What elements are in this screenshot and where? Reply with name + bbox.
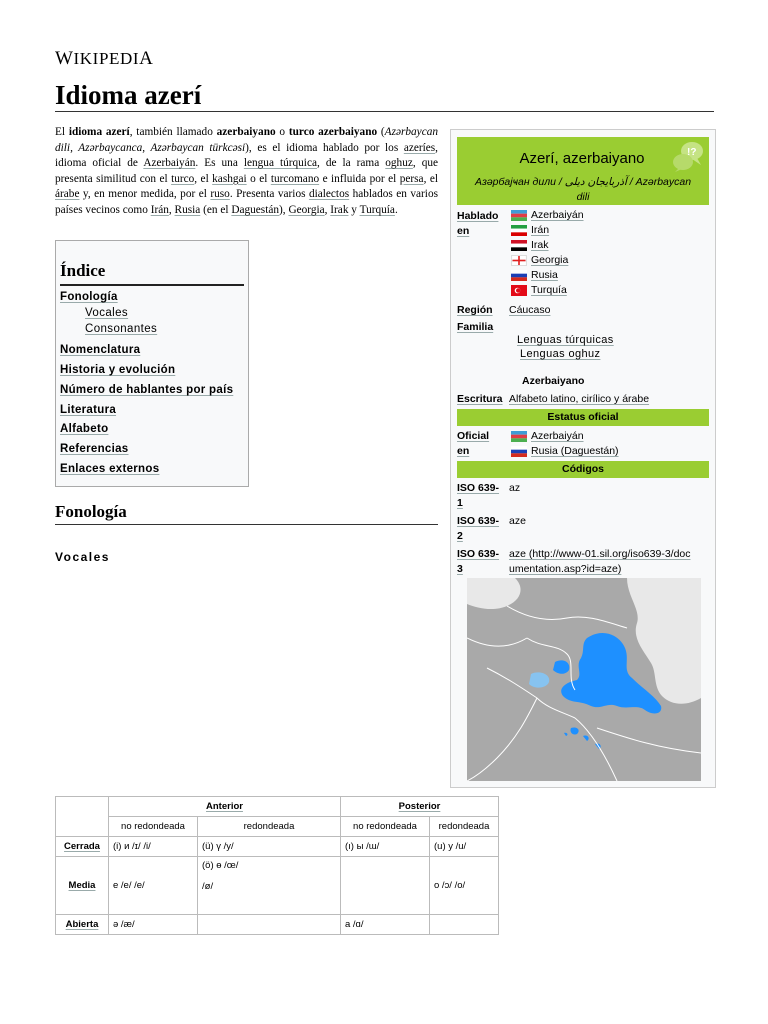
- toc-item-referencias[interactable]: Referencias: [60, 443, 129, 455]
- toc-item-historia[interactable]: Historia y evolución: [60, 364, 176, 376]
- infobox-native-name: Азәрбајҹан дили / آذربایجان دیلی / Azərbaycan dili: [457, 174, 709, 205]
- label-iso-639-3[interactable]: ISO 639- 3: [457, 548, 500, 575]
- section-divider: [55, 524, 438, 525]
- table-cell: (ö) ө /œ/ /ø/: [198, 857, 341, 915]
- subsection-heading-vocales: Vocales: [55, 550, 110, 564]
- table-cell: o /ɔ/ /o/: [430, 857, 499, 915]
- country-iran[interactable]: Irán: [531, 224, 550, 236]
- table-cell: (ü) ү /y/: [198, 837, 341, 857]
- familia-azerbaiyano: Azerbaiyano: [522, 375, 585, 387]
- link-iran[interactable]: Irán: [150, 203, 169, 216]
- toc-item-vocales[interactable]: Vocales: [85, 307, 129, 319]
- familia-lenguas-oghuz[interactable]: Lenguas oghuz: [520, 348, 601, 360]
- iso-639-2-value: aze: [509, 515, 526, 527]
- table-cell: (u) у /u/: [430, 837, 499, 857]
- table-cell: ə /æ/: [109, 915, 198, 935]
- codigos-header: Códigos: [457, 461, 709, 478]
- link-georgia[interactable]: Georgia: [288, 203, 325, 216]
- azerbaijan-flag-icon: [511, 210, 527, 221]
- table-cell: (i) и /ɪ/ /i/: [109, 837, 198, 857]
- section-heading-fonologia: Fonología: [55, 502, 127, 521]
- iran-flag-icon: [511, 225, 527, 236]
- page-title: Idioma azerí: [55, 80, 202, 110]
- toc-item-hablantes[interactable]: Número de hablantes por país: [60, 384, 234, 396]
- label-oficial-en[interactable]: Oficial en: [457, 430, 490, 457]
- vowel-table: [55, 796, 499, 935]
- estatus-oficial-header: Estatus oficial: [457, 409, 709, 426]
- row-label-cerrada[interactable]: Cerrada: [56, 837, 109, 857]
- country-georgia[interactable]: Georgia: [531, 254, 569, 266]
- oficial-rusia-daguestan[interactable]: Rusia (Daguestán): [531, 445, 619, 457]
- country-turquia[interactable]: Turquía: [531, 284, 567, 296]
- iso-639-3-link[interactable]: aze (http://www-01.sil.org/iso639-3/doc umentation.asp?id=aze): [509, 548, 691, 575]
- link-turco[interactable]: turco: [171, 172, 195, 185]
- oficial-azerbaiyan[interactable]: Azerbaiyán: [531, 430, 584, 442]
- country-rusia[interactable]: Rusia: [531, 269, 558, 281]
- georgia-flag-icon: [511, 255, 527, 266]
- speech-bubbles-icon: [671, 140, 705, 172]
- familia-lenguas-turquicas[interactable]: Lenguas túrquicas: [517, 334, 614, 346]
- link-ruso[interactable]: ruso: [210, 188, 230, 201]
- russia-flag-icon: [511, 270, 527, 281]
- label-region[interactable]: Región: [457, 304, 493, 316]
- wikipedia-wordmark[interactable]: WIKIPEDIA: [55, 48, 154, 69]
- table-row: [56, 857, 499, 915]
- link-azerbaiyan[interactable]: Azerbaiyán: [143, 157, 196, 170]
- link-dialectos[interactable]: dialectos: [308, 188, 350, 201]
- link-lengua-turquica[interactable]: lengua túrquica: [243, 157, 317, 170]
- subheader-posterior-redondeada: redondeada: [430, 817, 499, 837]
- header-posterior: Posterior: [341, 797, 499, 817]
- toc-title: Índice: [60, 261, 106, 280]
- toc-item-nomenclatura[interactable]: Nomenclatura: [60, 344, 141, 356]
- table-of-contents: [55, 240, 249, 487]
- table-cell: [430, 915, 499, 935]
- infobox-title-bar: [457, 137, 709, 175]
- table-cell: a /ɑ/: [341, 915, 430, 935]
- link-turquia[interactable]: Turquía: [359, 203, 395, 216]
- table-cell: e /e/ /e/: [109, 857, 198, 915]
- link-kashgai[interactable]: kashgai: [212, 172, 247, 185]
- label-hablado-en[interactable]: Hablado en: [457, 210, 499, 237]
- label-escritura[interactable]: Escritura: [457, 393, 503, 405]
- label-iso-639-1[interactable]: ISO 639- 1: [457, 482, 500, 509]
- iso-639-1-value: az: [509, 482, 521, 494]
- iraq-flag-icon: [511, 240, 527, 251]
- link-arabe[interactable]: árabe: [55, 188, 80, 201]
- country-azerbaiyan[interactable]: Azerbaiyán: [531, 209, 584, 221]
- table-cell: [341, 857, 430, 915]
- row-label-media[interactable]: Media: [56, 857, 109, 915]
- toc-item-alfabeto[interactable]: Alfabeto: [60, 423, 109, 435]
- turkey-flag-icon: [511, 285, 527, 296]
- toc-item-consonantes[interactable]: Consonantes: [85, 323, 158, 335]
- table-cell: (ı) ы /ɯ/: [341, 837, 430, 857]
- link-irak[interactable]: Irak: [330, 203, 349, 216]
- intro-paragraph: El idioma azerí, también llamado azerbaiyano o turco azerbaiyano (Azərbaycan dili, Azərbaycanca, Azərbaycan türkcəsi), es el idioma hablado por los azeríes, idioma oficial de Azerbaiyán. Es una lengua túrquica, de la rama oghuz, que presenta similitud con el turco, el kashgai o el turcomano e influida por el persa, el árabe y, en menor medida, por el ruso. Presenta varios dialectos hablados en varios países vecinos como Irán, Rusia (en el Daguestán), Georgia, Irak y Turquía.: [55, 126, 439, 216]
- label-familia[interactable]: Familia: [457, 321, 494, 333]
- azerbaijan-flag-icon: [511, 431, 527, 442]
- infobox-title: Azerí, azerbaiyano: [519, 150, 645, 167]
- header-anterior: Anterior: [109, 797, 341, 817]
- table-row: [56, 915, 499, 935]
- subheader-posterior-no-redondeada: no redondeada: [341, 817, 430, 837]
- link-turcomano[interactable]: turcomano: [270, 172, 320, 185]
- toc-item-literatura[interactable]: Literatura: [60, 404, 117, 416]
- subheader-anterior-no-redondeada: no redondeada: [109, 817, 198, 837]
- link-rusia[interactable]: Rusia: [174, 203, 201, 216]
- row-label-abierta[interactable]: Abierta: [56, 915, 109, 935]
- link-azeries[interactable]: azeríes: [403, 141, 436, 154]
- label-iso-639-2[interactable]: ISO 639- 2: [457, 515, 500, 542]
- language-infobox: [450, 129, 716, 788]
- toc-item-enlaces[interactable]: Enlaces externos: [60, 463, 160, 475]
- toc-item-fonologia[interactable]: Fonología: [60, 291, 118, 303]
- link-daguestan[interactable]: Daguestán: [231, 203, 280, 216]
- link-persa[interactable]: persa: [399, 172, 424, 185]
- escritura-value[interactable]: Alfabeto latino, cirílico y árabe: [509, 393, 650, 405]
- azeri-distribution-map: [467, 578, 701, 781]
- table-row: [56, 837, 499, 857]
- country-irak[interactable]: Irak: [531, 239, 549, 251]
- toc-divider: [60, 284, 244, 286]
- link-oghuz[interactable]: oghuz: [385, 157, 413, 170]
- table-corner: [56, 797, 109, 837]
- russia-flag-icon: [511, 446, 527, 457]
- region-value[interactable]: Cáucaso: [509, 304, 551, 316]
- subheader-anterior-redondeada: redondeada: [198, 817, 341, 837]
- table-cell: [198, 915, 341, 935]
- svg-text:!?: !?: [687, 147, 697, 158]
- title-divider: [55, 111, 714, 112]
